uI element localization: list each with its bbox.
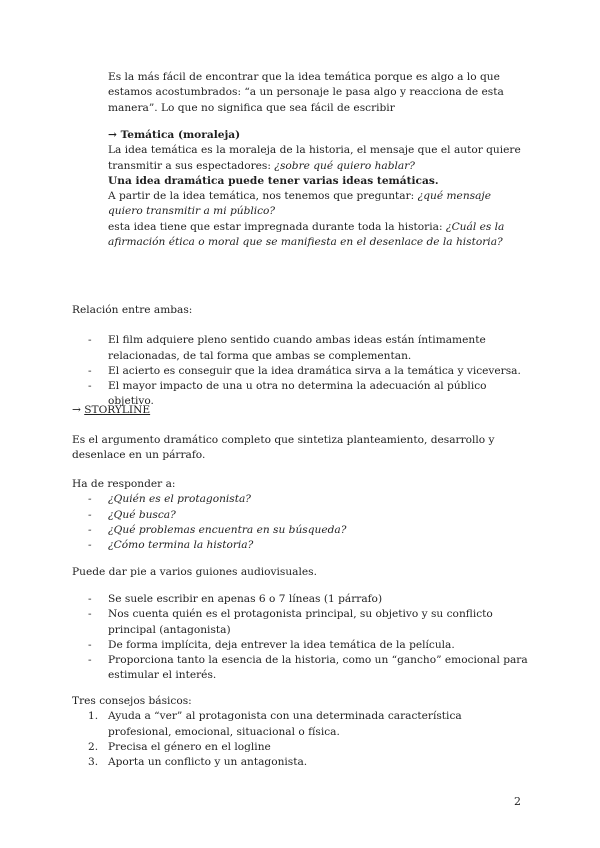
list-item: - ¿Cómo termina la historia? [72, 538, 528, 553]
list-item [72, 755, 528, 770]
tematica-section [108, 128, 528, 250]
tematica-line-3-italic: ¿Cuál es la afirmación ética o moral que se manifiesta en el desenlace de la historia? [108, 220, 505, 249]
relacion-list [72, 333, 528, 409]
consejos-list [72, 709, 528, 770]
list-item: - ¿Qué problemas encuentra en su búsqueda? [72, 523, 528, 538]
tematica-paragraph-2 [108, 189, 528, 220]
list-item: - De forma implícita, deja entrever la idea temática de la película. [72, 638, 528, 653]
responder-title: Ha de responder a: [72, 478, 176, 490]
relacion-section [72, 303, 528, 410]
intro-paragraph [108, 70, 528, 116]
list-item [72, 740, 528, 755]
list-item: - Se suele escribir en apenas 6 o 7 líneas (1 párrafo) [72, 592, 528, 607]
intro-text: Es la más fácil de encontrar que la idea temática porque es algo a lo que estamos acostumbrados: “a un personaje le pasa algo y reacciona de esta manera”. Lo que no significa que sea fácil de escribir [108, 71, 504, 114]
guiones-text: Puede dar pie a varios guiones audiovisuales. [72, 566, 317, 578]
list-text: Ayuda a “ver” al protagonista con una determinada característica profesional, emocional, situacional o física. [108, 710, 462, 738]
tematica-line-2: A partir de la idea temática, nos tenemos que preguntar: [108, 190, 418, 203]
tematica-line-1: La idea temática es la moraleja de la historia, el mensaje que el autor quiere transmitir a sus espectadores: [108, 144, 521, 172]
tematica-paragraph-1 [108, 143, 528, 174]
list-number: 1. [88, 710, 99, 723]
storyline-heading [72, 403, 528, 418]
questions-list [72, 492, 528, 553]
list-number: 2. [88, 740, 99, 753]
consejos-section [72, 694, 528, 770]
relacion-title: Relación entre ambas: [72, 304, 193, 316]
tematica-paragraph-3 [108, 220, 528, 251]
list-item: - El mayor impacto de una u otra no determina la adecuación al público objetivo. [72, 379, 528, 410]
page-number: 2 [514, 795, 521, 808]
arrow-icon: → [72, 404, 85, 416]
features-section [72, 592, 528, 684]
features-list [72, 592, 528, 684]
list-item [72, 709, 528, 740]
tematica-heading: → Temática (moraleja) [108, 129, 241, 141]
list-item: - El film adquiere pleno sentido cuando ambas ideas están íntimamente relacionadas, de tal forma que ambas se complementan. [72, 333, 528, 364]
list-item: - El acierto es conseguir que la idea dramática sirva a la temática y viceversa. [72, 364, 528, 379]
list-number: 3. [88, 756, 99, 769]
list-item: - ¿Qué busca? [72, 508, 528, 523]
storyline-title: STORYLINE [84, 404, 151, 416]
tematica-line-1-italic: ¿sobre qué quiero hablar? [274, 159, 415, 172]
tematica-line-3: esta idea tiene que estar impregnada durante toda la historia: [108, 220, 446, 233]
list-text: Aporta un conflicto y un antagonista. [108, 756, 308, 769]
tematica-line-2-italic: ¿qué mensaje quiero transmitir a mi público? [108, 190, 491, 218]
definition-text: Es el argumento dramático completo que sintetiza planteamiento, desarrollo y desenlace en un párrafo. [72, 434, 495, 462]
list-item: - Proporciona tanto la esencia de la historia, como un “gancho” emocional para estimular el interés. [72, 653, 528, 684]
consejos-title: Tres consejos básicos: [72, 695, 192, 707]
tematica-bold-line: Una idea dramática puede tener varias ideas temáticas. [108, 174, 439, 187]
guiones-paragraph [72, 565, 528, 580]
responder-section [72, 477, 528, 553]
storyline-definition [72, 433, 528, 464]
list-item: - Nos cuenta quién es el protagonista principal, su objetivo y su conflicto principal (antagonista) [72, 607, 528, 638]
list-text: Precisa el género en el logline [108, 740, 271, 753]
list-item: - ¿Quién es el protagonista? [72, 492, 528, 507]
